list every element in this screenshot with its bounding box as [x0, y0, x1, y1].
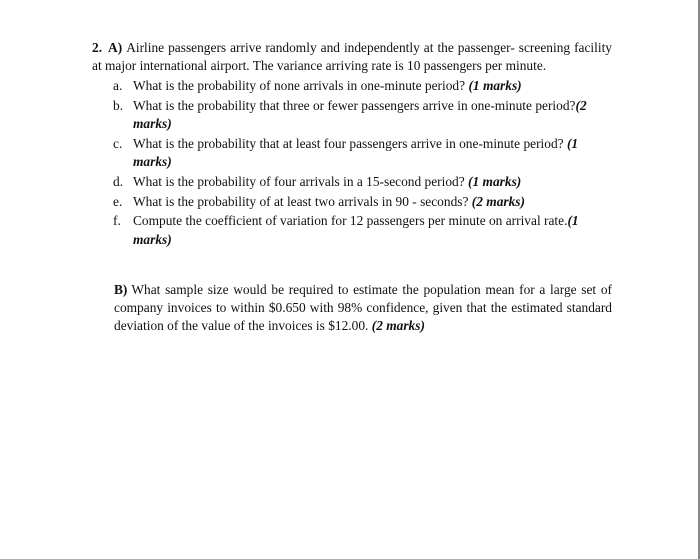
- marks-label: (1 marks): [468, 173, 522, 189]
- subquestion-label: e.: [113, 193, 123, 209]
- subquestion-e: [113, 193, 612, 211]
- part-b-text: What sample size would be required to estimate the population mean for a large set of company invoices to within $0.650 with 98% confidence, given that the estimated standard deviation of the value of the invoices is $12.00.: [114, 282, 612, 334]
- subquestion-label: f.: [113, 213, 121, 229]
- marks-label: (1 marks): [468, 78, 522, 94]
- subquestion-c: [113, 135, 612, 171]
- subquestion-label: b.: [113, 98, 124, 114]
- subquestion-f: [113, 212, 612, 248]
- part-b-label: B): [114, 282, 128, 297]
- question-2: [92, 39, 612, 250]
- subquestion-a: [113, 77, 612, 95]
- part-a-subquestions: [92, 77, 612, 248]
- part-b: [114, 281, 612, 336]
- subquestion-text: What is the probability that at least four passengers arrive in one-minute period?: [133, 136, 564, 152]
- subquestion-d: [113, 173, 612, 191]
- part-a-intro-text: Airline passengers arrive randomly and independently at the passenger- screening facility at major international airport. The variance arriving rate is 10 passengers per minute.: [92, 40, 612, 74]
- subquestion-text: What is the probability of none arrivals in one-minute period?: [133, 78, 466, 94]
- marks-label: (2 marks): [471, 193, 525, 209]
- marks-label: (2 marks): [133, 98, 587, 132]
- subquestion-text: Compute the coefficient of variation for 12 passengers per minute on arrival rate.: [133, 213, 568, 229]
- part-a-label: A): [108, 40, 123, 55]
- subquestion-label: c.: [113, 136, 123, 152]
- part-a-intro: [92, 39, 612, 75]
- subquestion-text: What is the probability of at least two arrivals in 90 - seconds?: [133, 193, 469, 209]
- marks-label: (2 marks): [371, 318, 425, 334]
- subquestion-label: a.: [113, 78, 123, 94]
- subquestion-b: [113, 97, 612, 133]
- marks-label: (1 marks): [133, 213, 579, 247]
- subquestion-text: What is the probability that three or fewer passengers arrive in one-minute period?: [133, 98, 576, 114]
- subquestion-label: d.: [113, 173, 124, 189]
- question-number: 2.: [92, 40, 103, 55]
- subquestion-text: What is the probability of four arrivals in a 15-second period?: [133, 173, 465, 189]
- marks-label: (1 marks): [133, 136, 579, 170]
